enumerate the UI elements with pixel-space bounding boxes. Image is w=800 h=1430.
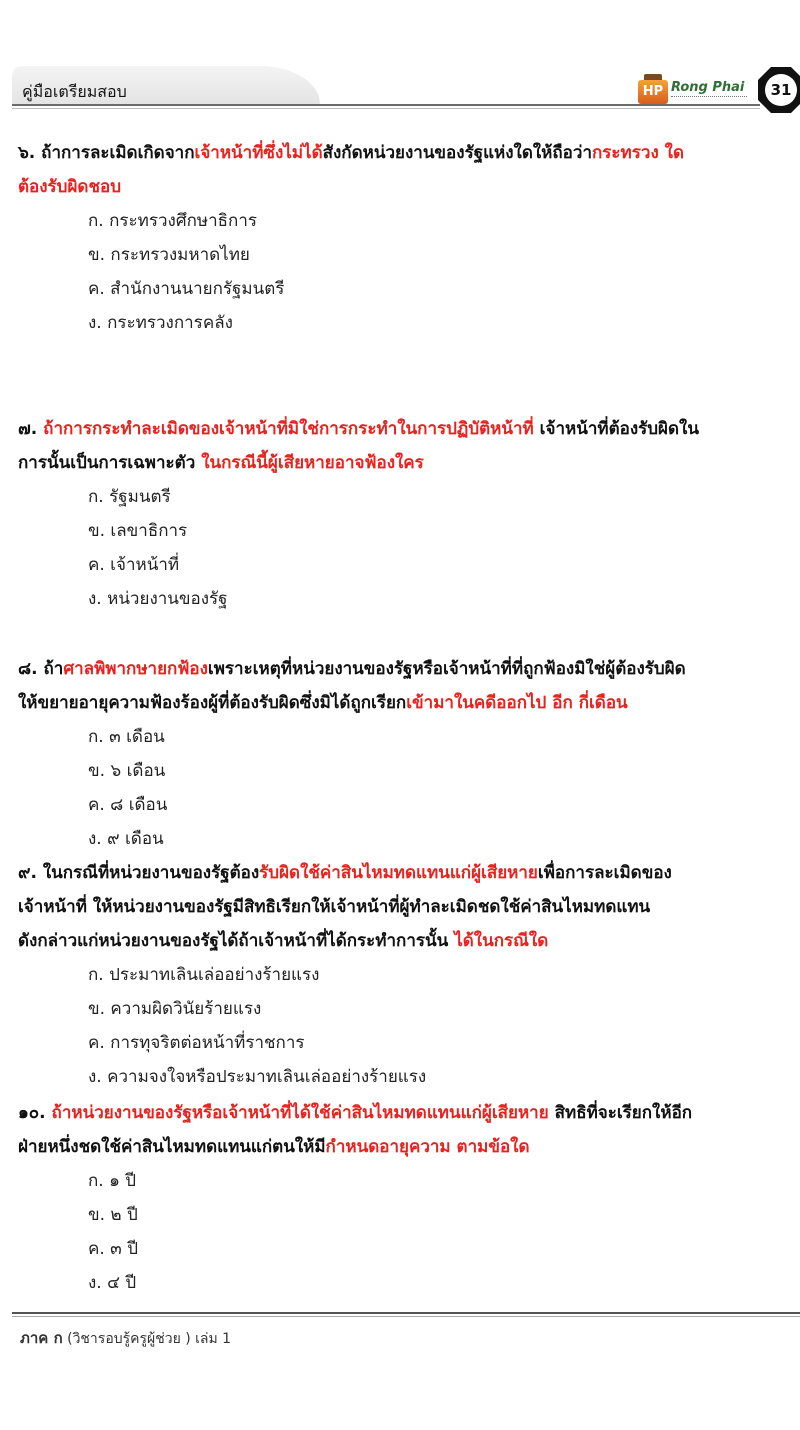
question-text: ๖. ถ้าการละเมิดเกิดจาก [18, 143, 195, 163]
answer-option: ค. การทุจริตต่อหน้าที่ราชการ [88, 1033, 305, 1053]
question-text: การนั้นเป็นการเฉพาะตัว [18, 453, 202, 473]
question-keyword: ได้ในกรณีใด [454, 931, 549, 951]
answer-option: ก. ประมาทเลินเล่ออย่างร้ายแรง [88, 965, 320, 985]
answer-option: ก. กระทรวงศึกษาธิการ [88, 211, 258, 231]
page-number-badge [757, 66, 800, 114]
question-keyword: ถ้าหน่วยงานของรัฐหรือเจ้าหน้าที่ได้ใช้ค่าสินไหมทดแทนแก่ผู้เสียหาย [51, 1103, 549, 1123]
page-number: 31 [770, 81, 792, 99]
question-keyword: กำหนดอายุความ ตามข้อใด [325, 1137, 530, 1157]
answer-option: ค. สำนักงานนายกรัฐมนตรี [88, 279, 285, 299]
answer-option: ก. ๓ เดือน [88, 727, 165, 747]
answer-option: ข. ความผิดวินัยร้ายแรง [88, 999, 262, 1019]
question-keyword: กระทรวง ใด [592, 143, 684, 163]
question-text: ๘. ถ้า [18, 659, 64, 679]
logo-tagline-line [671, 96, 747, 101]
question-2-line-2 [18, 446, 790, 480]
answer-option: ก. รัฐมนตรี [88, 487, 171, 507]
answer-option: ง. หน่วยงานของรัฐ [88, 589, 228, 609]
question-1-line-2 [18, 170, 790, 204]
footer-divider [12, 1312, 800, 1314]
question-keyword: รับผิดใช้ค่าสินไหมทดแทนแก่ผู้เสียหาย [259, 863, 538, 883]
answer-option: ค. ๘ เดือน [88, 795, 168, 815]
answer-option: ข. กระทรวงมหาดไทย [88, 245, 250, 265]
question-text: ฝ่ายหนึ่งชดใช้ค่าสินไหมทดแทนแก่ตนให้มี [18, 1137, 326, 1157]
question-text: สังกัดหน่วยงานของรัฐแห่งใดให้ถือว่า [322, 143, 592, 163]
question-keyword: ถ้าการกระทำละเมิดของเจ้าหน้าที่มิใช่การกระทำในการปฏิบัติหน้าที่ [43, 419, 534, 439]
logo-mark: HP [638, 80, 668, 104]
question-keyword: ต้องรับผิดชอบ [18, 177, 122, 197]
question-5-line-2 [18, 1130, 790, 1164]
question-keyword: เข้ามาในคดีออกไป อีก กี่เดือน [406, 693, 628, 713]
footer-divider-light [12, 1316, 800, 1317]
question-text: เพราะเหตุที่หน่วยงานของรัฐหรือเจ้าหน้าที่ที่ถูกฟ้องมิใช่ผู้ต้องรับผิด [207, 659, 686, 679]
question-keyword: ในกรณีนี้ผู้เสียหายอาจฟ้องใคร [201, 453, 424, 473]
page-header [0, 0, 800, 120]
footer-prefix: ภาค ก [20, 1329, 63, 1347]
question-4-line-2 [18, 890, 790, 924]
answer-option: ค. ๓ ปี [88, 1239, 138, 1259]
question-text: เจ้าหน้าที่ ให้หน่วยงานของรัฐมีสิทธิเรียกให้เจ้าหน้าที่ผู้ทำละเมิดชดใช้ค่าสินไหมทดแทน [18, 897, 651, 917]
answer-option: ง. ความจงใจหรือประมาทเลินเล่ออย่างร้ายแรง [88, 1067, 427, 1087]
question-text: ๑๐. [18, 1103, 52, 1123]
question-text: ให้ขยายอายุความฟ้องร้องผู้ที่ต้องรับผิดซึ่งมิได้ถูกเรียก [18, 693, 407, 713]
question-text: เจ้าหน้าที่ต้องรับผิดใน [533, 419, 699, 439]
question-text: ๗. [18, 419, 44, 439]
answer-option: ค. เจ้าหน้าที่ [88, 555, 180, 575]
question-keyword: เจ้าหน้าที่ซึ่งไม่ได้ [194, 143, 323, 163]
question-3-line-1 [18, 652, 790, 686]
answer-option: ข. ๖ เดือน [88, 761, 166, 781]
question-text: ดังกล่าวแก่หน่วยงานของรัฐได้ถ้าเจ้าหน้าที่ได้กระทำการนั้น [18, 931, 455, 951]
question-1-line-1 [18, 136, 790, 170]
footer-text [20, 1326, 231, 1350]
question-text: สิทธิที่จะเรียกให้อีก [548, 1103, 693, 1123]
answer-option: ง. กระทรวงการคลัง [88, 313, 233, 333]
header-title: คู่มือเตรียมสอบ [22, 82, 127, 101]
question-3-line-2 [18, 686, 790, 720]
answer-option: ง. ๙ เดือน [88, 829, 164, 849]
answer-option: ข. ๒ ปี [88, 1205, 138, 1225]
question-4-line-1 [18, 856, 790, 890]
question-text: ๙. ในกรณีที่หน่วยงานของรัฐต้อง [18, 863, 260, 883]
answer-option: ก. ๑ ปี [88, 1171, 137, 1191]
footer-label: (วิชารอบรู้ครูผู้ช่วย ) เล่ม 1 [62, 1331, 232, 1347]
question-keyword: ศาลพิพากษายกฟ้อง [63, 659, 208, 679]
answer-option: ง. ๔ ปี [88, 1273, 137, 1293]
header-divider-light [12, 108, 760, 109]
publisher-logo [638, 74, 750, 108]
answer-option: ข. เลขาธิการ [88, 521, 188, 541]
question-text: เพื่อการละเมิดของ [537, 863, 672, 883]
question-2-line-1 [18, 412, 790, 446]
logo-text: Rong Phai [671, 80, 745, 95]
question-5-line-1 [18, 1096, 790, 1130]
question-4-line-3 [18, 924, 790, 958]
